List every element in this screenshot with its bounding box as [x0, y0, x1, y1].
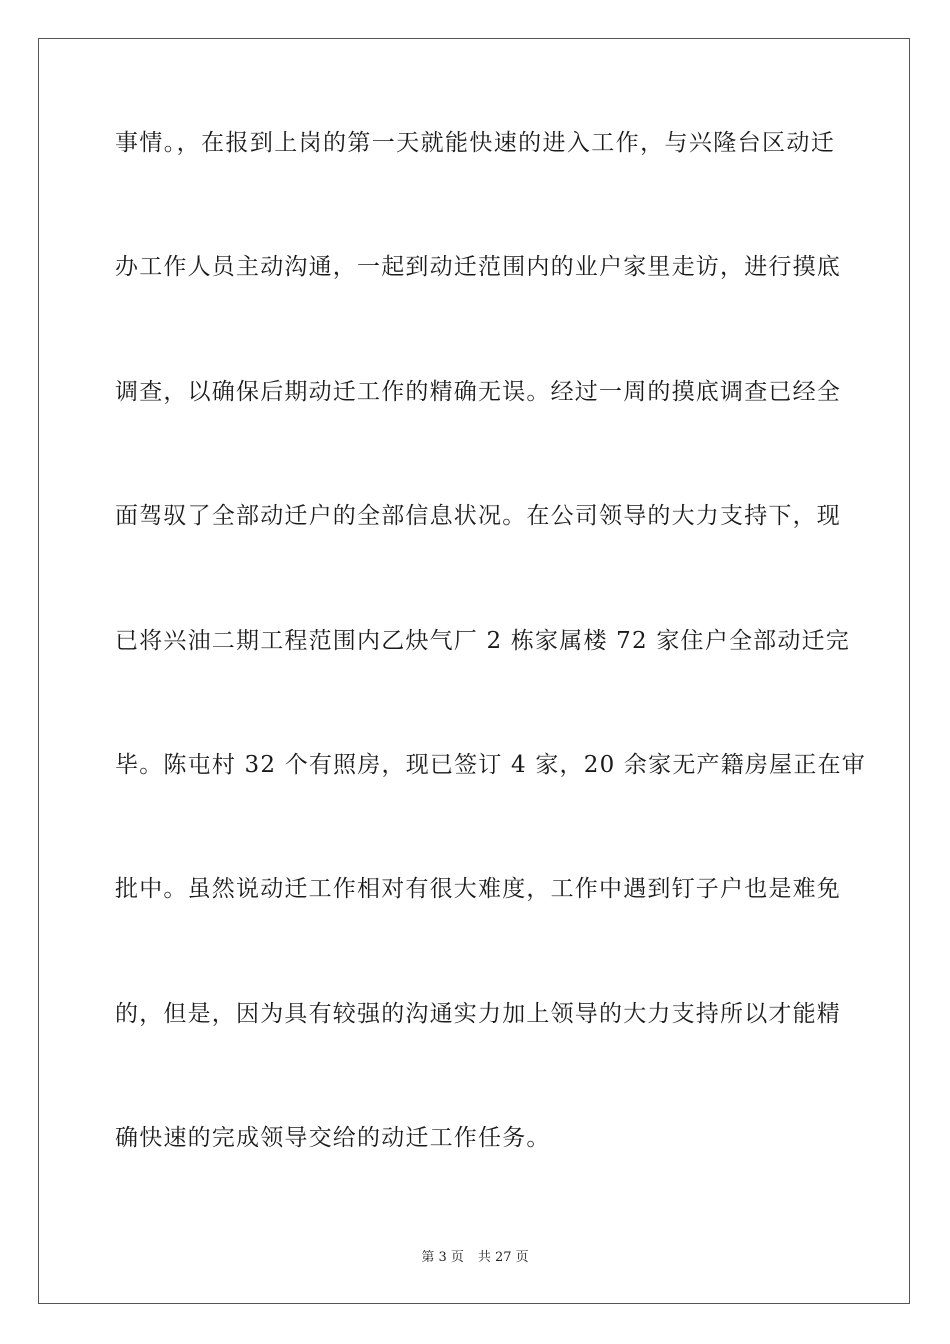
text-line: 确快速的完成领导交给的动迁工作任务。	[115, 1125, 551, 1152]
text-line: 的，但是，因为具有较强的沟通实力加上领导的大力支持所以才能精	[115, 1000, 841, 1027]
page-total: 共 27 页	[477, 1250, 529, 1265]
text-line: 调查，以确保后期动迁工作的精确无误。经过一周的摸底调查已经全	[115, 378, 841, 405]
text-line: 面驾驭了全部动迁户的全部信息状况。在公司领导的大力支持下，现	[115, 503, 841, 530]
text-line: 已将兴油二期工程范围内乙炔气厂 2 栋家属楼 72 家住户全部动迁完	[115, 627, 850, 654]
text-line: 办工作人员主动沟通，一起到动迁范围内的业户家里走访，进行摸底	[115, 254, 841, 281]
document-body	[115, 128, 866, 1248]
page-footer	[0, 1246, 950, 1265]
text-line: 批中。虽然说动迁工作相对有很大难度，工作中遇到钉子户也是难免	[115, 876, 841, 903]
page-number: 第 3 页	[421, 1250, 464, 1265]
text-line: 事情。，在报到上岗的第一天就能快速的进入工作，与兴隆台区动迁	[115, 130, 835, 156]
text-line: 毕。陈屯村 32 个有照房，现已签订 4 家，20 余家无产籍房屋正在审	[115, 751, 866, 778]
